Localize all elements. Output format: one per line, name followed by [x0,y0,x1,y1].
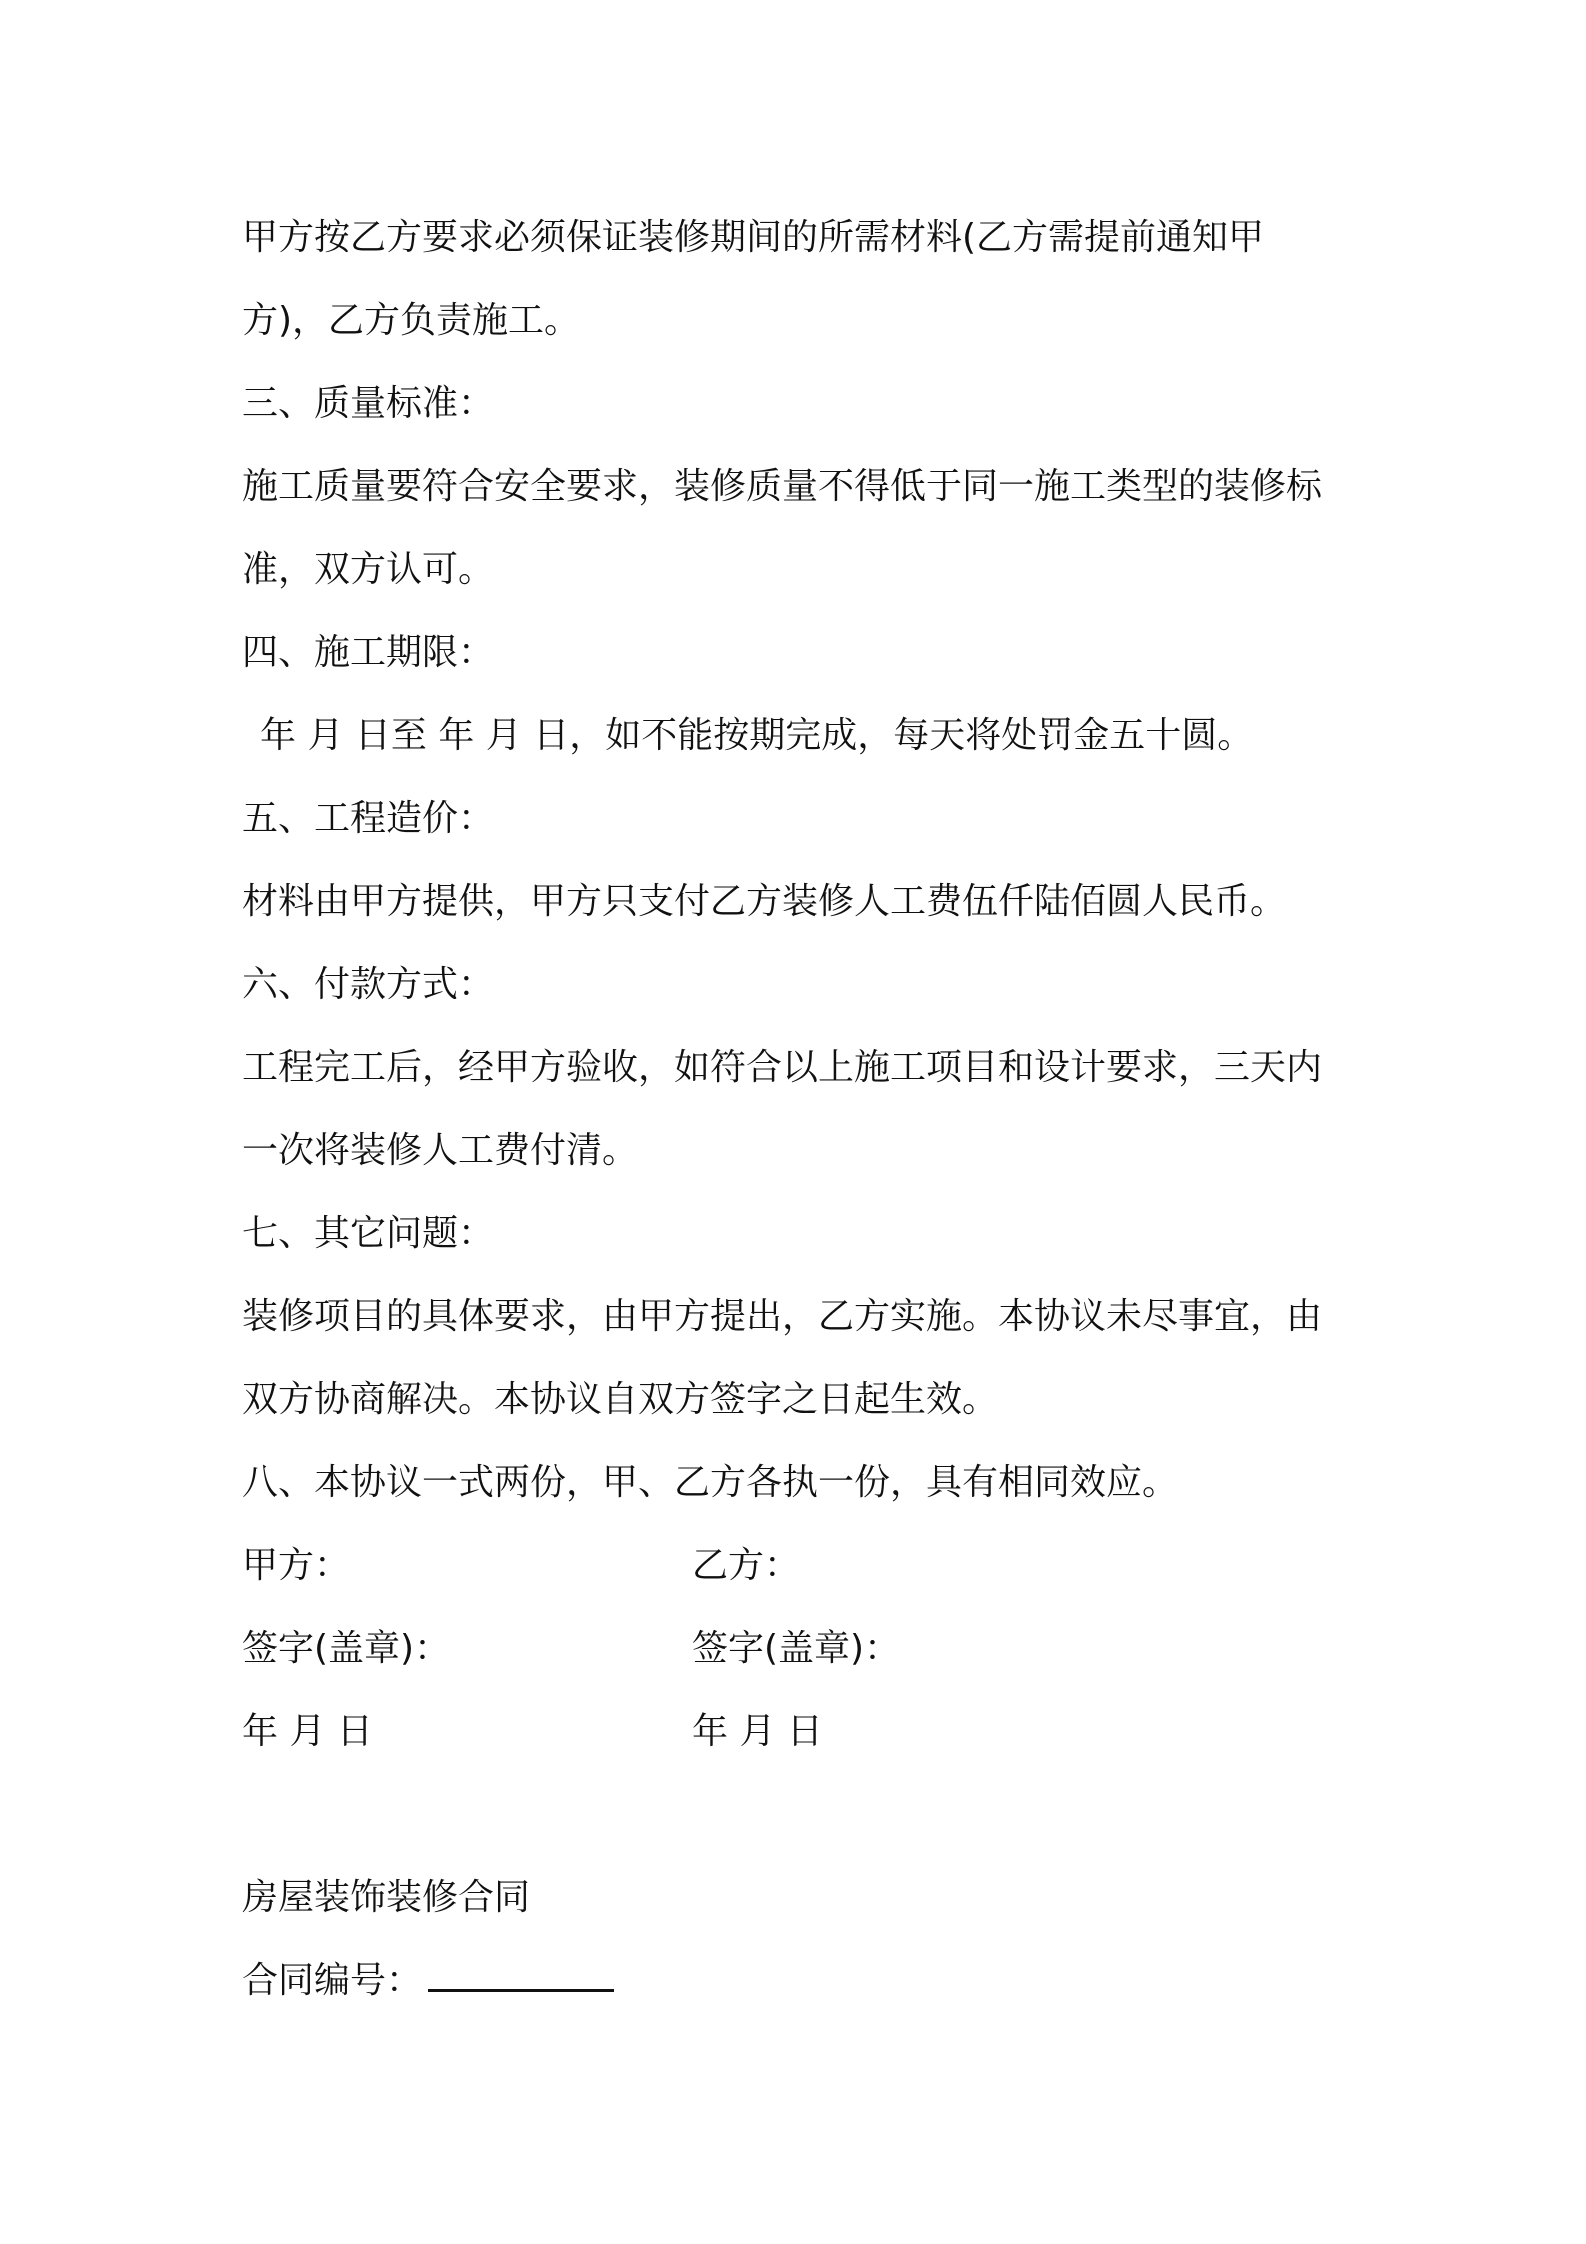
signature-date-row [242,1690,1362,1773]
document-content [242,196,1362,2022]
contract-number-label: 合同编号： [242,1960,423,2001]
contract-number-line [242,1939,1362,2022]
paragraph-line: 方)，乙方负责施工。 [242,300,581,341]
spacer [242,1773,1362,1856]
paragraph-line: 准，双方认可。 [242,549,495,590]
section-heading-period: 四、施工期限： [242,632,495,673]
party-a-label: 甲方： [242,1545,351,1586]
party-b-date: 年 月 日 [692,1711,823,1752]
section-heading-quality: 三、质量标准： [242,383,495,424]
paragraph-line: 施工质量要符合安全要求，装修质量不得低于同一施工类型的装修标 [242,466,1323,507]
paragraph-line: 一次将装修人工费付清。 [242,1130,639,1171]
section-heading-copies: 八、本协议一式两份，甲、乙方各执一份，具有相同效应。 [242,1462,1179,1503]
party-b-label: 乙方： [692,1545,801,1586]
section-heading-cost: 五、工程造价： [242,798,495,839]
paragraph-line: 年 月 日至 年 月 日，如不能按期完成，每天将处罚金五十圆。 [260,715,1254,756]
party-a-sign-label: 签字(盖章)： [242,1628,451,1669]
paragraph-line: 装修项目的具体要求，由甲方提出，乙方实施。本协议未尽事宜，由 [242,1296,1323,1337]
section-heading-payment: 六、付款方式： [242,964,495,1005]
contract-number-blank [428,1959,614,1992]
signature-sign-row [242,1607,1362,1690]
paragraph-line: 材料由甲方提供，甲方只支付乙方装修人工费伍仟陆佰圆人民币。 [242,881,1287,922]
party-a-date: 年 月 日 [242,1711,373,1752]
section-heading-other: 七、其它问题： [242,1213,495,1254]
paragraph-line: 双方协商解决。本协议自双方签字之日起生效。 [242,1379,999,1420]
party-b-sign-label: 签字(盖章)： [692,1628,901,1669]
next-contract-title: 房屋装饰装修合同 [242,1877,531,1918]
signature-party-row [242,1524,1362,1607]
paragraph-line: 工程完工后，经甲方验收，如符合以上施工项目和设计要求，三天内 [242,1047,1323,1088]
paragraph-line: 甲方按乙方要求必须保证装修期间的所需材料(乙方需提前通知甲 [242,217,1265,258]
